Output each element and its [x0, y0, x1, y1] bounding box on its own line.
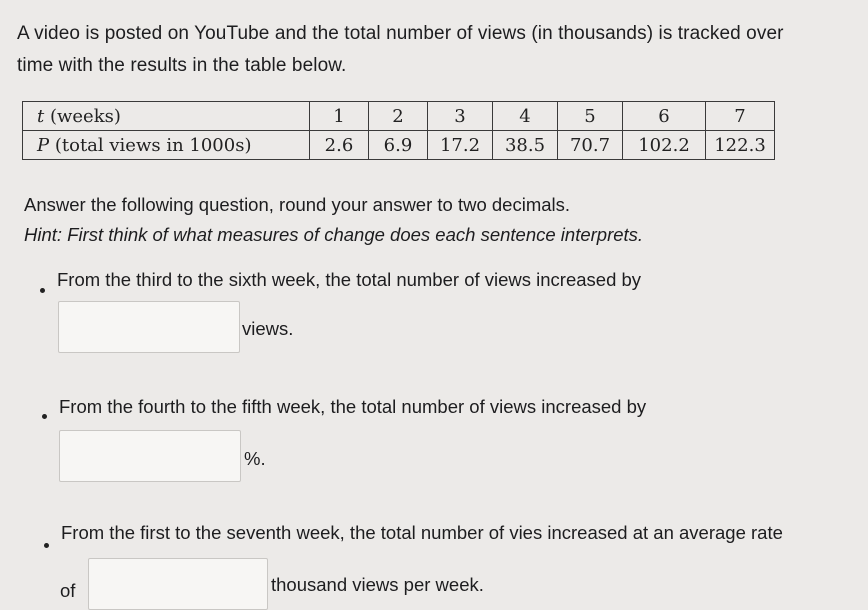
bullet-icon: [44, 543, 49, 548]
data-table: [22, 101, 775, 160]
table-cell: 6.9: [369, 131, 428, 160]
table-cell: 6: [623, 102, 706, 131]
answer-input-1[interactable]: [58, 301, 240, 353]
table-cell: 122.3: [706, 131, 775, 160]
question-3-prefix: of: [60, 580, 76, 601]
header-label-weeks: (weeks): [44, 105, 121, 127]
table-cell: 17.2: [428, 131, 493, 160]
table-cell: 2: [369, 102, 428, 131]
bullet-icon: [40, 288, 45, 293]
bullet-icon: [42, 414, 47, 419]
variable-p: P: [37, 134, 50, 156]
table-row-views: [23, 131, 775, 160]
question-3-text: From the first to the seventh week, the total number of vies increased at an average rate: [61, 522, 783, 543]
problem-line-1: A video is posted on YouTube and the total number of views (in thousands) is tracked over: [17, 23, 784, 44]
question-1-suffix: views.: [242, 318, 294, 339]
question-1-text: From the third to the sixth week, the total number of views increased by: [57, 269, 642, 290]
answer-input-3[interactable]: [88, 558, 268, 610]
problem-statement: [17, 18, 857, 82]
instructions: [24, 190, 643, 250]
instruction-text: Answer the following question, round your answer to two decimals.: [24, 194, 571, 215]
table-row-weeks: [23, 102, 775, 131]
answer-input-2[interactable]: [59, 430, 241, 482]
table-cell: 102.2: [623, 131, 706, 160]
table-cell: 2.6: [310, 131, 369, 160]
table-header-views: [23, 131, 310, 160]
variable-t: t: [37, 105, 45, 127]
question-2-suffix: %.: [244, 448, 266, 469]
table-cell: 38.5: [493, 131, 558, 160]
table-header-weeks: [23, 102, 310, 131]
table-cell: 5: [558, 102, 623, 131]
table-cell: 7: [706, 102, 775, 131]
problem-line-2: time with the results in the table below.: [17, 55, 347, 76]
table-cell: 3: [428, 102, 493, 131]
question-2-text: From the fourth to the fifth week, the total number of views increased by: [59, 396, 647, 417]
hint-text: Hint: First think of what measures of change does each sentence interprets.: [24, 224, 644, 245]
question-3-suffix: thousand views per week.: [271, 574, 484, 595]
table-cell: 4: [493, 102, 558, 131]
table-cell: 1: [310, 102, 369, 131]
table-cell: 70.7: [558, 131, 623, 160]
header-label-views: (total views in 1000s): [49, 134, 252, 156]
